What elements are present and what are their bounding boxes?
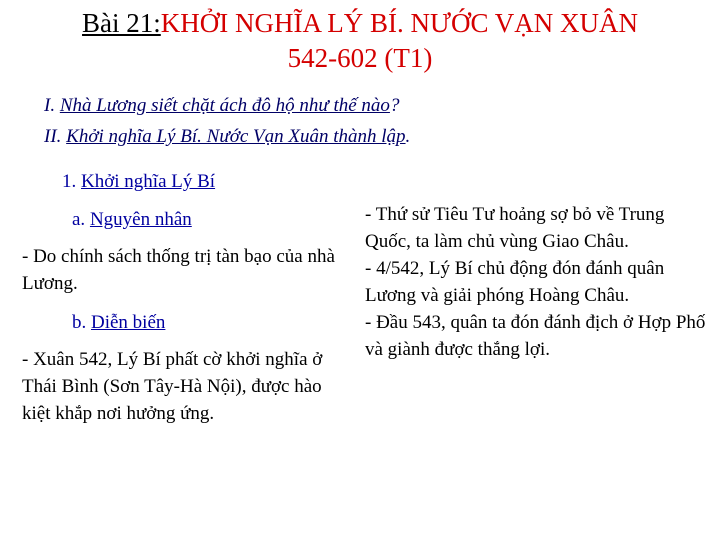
question-1-number: I.: [44, 95, 60, 116]
question-1-end: ?: [389, 95, 400, 116]
subheading-cause-number: a.: [72, 209, 90, 230]
question-1-text: Nhà Lương siết chặt ách đô hộ như thế nào: [59, 95, 390, 116]
title-line-1: [0, 6, 720, 41]
cause-text: - Do chính sách thống trị tàn bạo của nhà Lương.: [22, 246, 335, 294]
slide-title: [0, 6, 720, 76]
section-1-number: 1.: [62, 171, 81, 192]
subheading-events-title: Diễn biến: [91, 312, 166, 333]
question-1: [44, 95, 399, 117]
lesson-title: KHỞI NGHĨA LÝ BÍ. NƯỚC VẠN XUÂN: [160, 8, 638, 38]
question-2: [44, 126, 410, 148]
question-2-number: II.: [44, 126, 67, 147]
events-text-left: - Xuân 542, Lý Bí phất cờ khởi nghĩa ở Thái Bình (Sơn Tây-Hà Nội), được hào kiệt khắp nơi hưởng ứng.: [22, 349, 323, 424]
question-2-text: Khởi nghĩa Lý Bí. Nước Vạn Xuân thành lập: [66, 126, 406, 147]
section-1-title: Khởi nghĩa Lý Bí: [81, 171, 216, 192]
events-text-right: - Thứ sử Tiêu Tư hoảng sợ bỏ về Trung Quốc, ta làm chủ vùng Giao Châu. - 4/542, Lý Bí chủ động đón đánh quân Lương và giải phóng Hoàng Châu. - Đầu 543, quân ta đón đánh địch ở Hợp Phố và giành được thắng lợi.: [365, 204, 706, 360]
section-1-heading: [62, 171, 215, 193]
subheading-events: [72, 312, 165, 334]
question-2-end: .: [405, 126, 411, 147]
subheading-cause-title: Nguyên nhân: [89, 209, 192, 230]
subheading-events-number: b.: [72, 312, 91, 333]
subheading-cause: [72, 209, 192, 231]
title-line-2: 542-602 (T1): [287, 43, 433, 73]
lesson-number: Bài 21:: [82, 8, 161, 38]
